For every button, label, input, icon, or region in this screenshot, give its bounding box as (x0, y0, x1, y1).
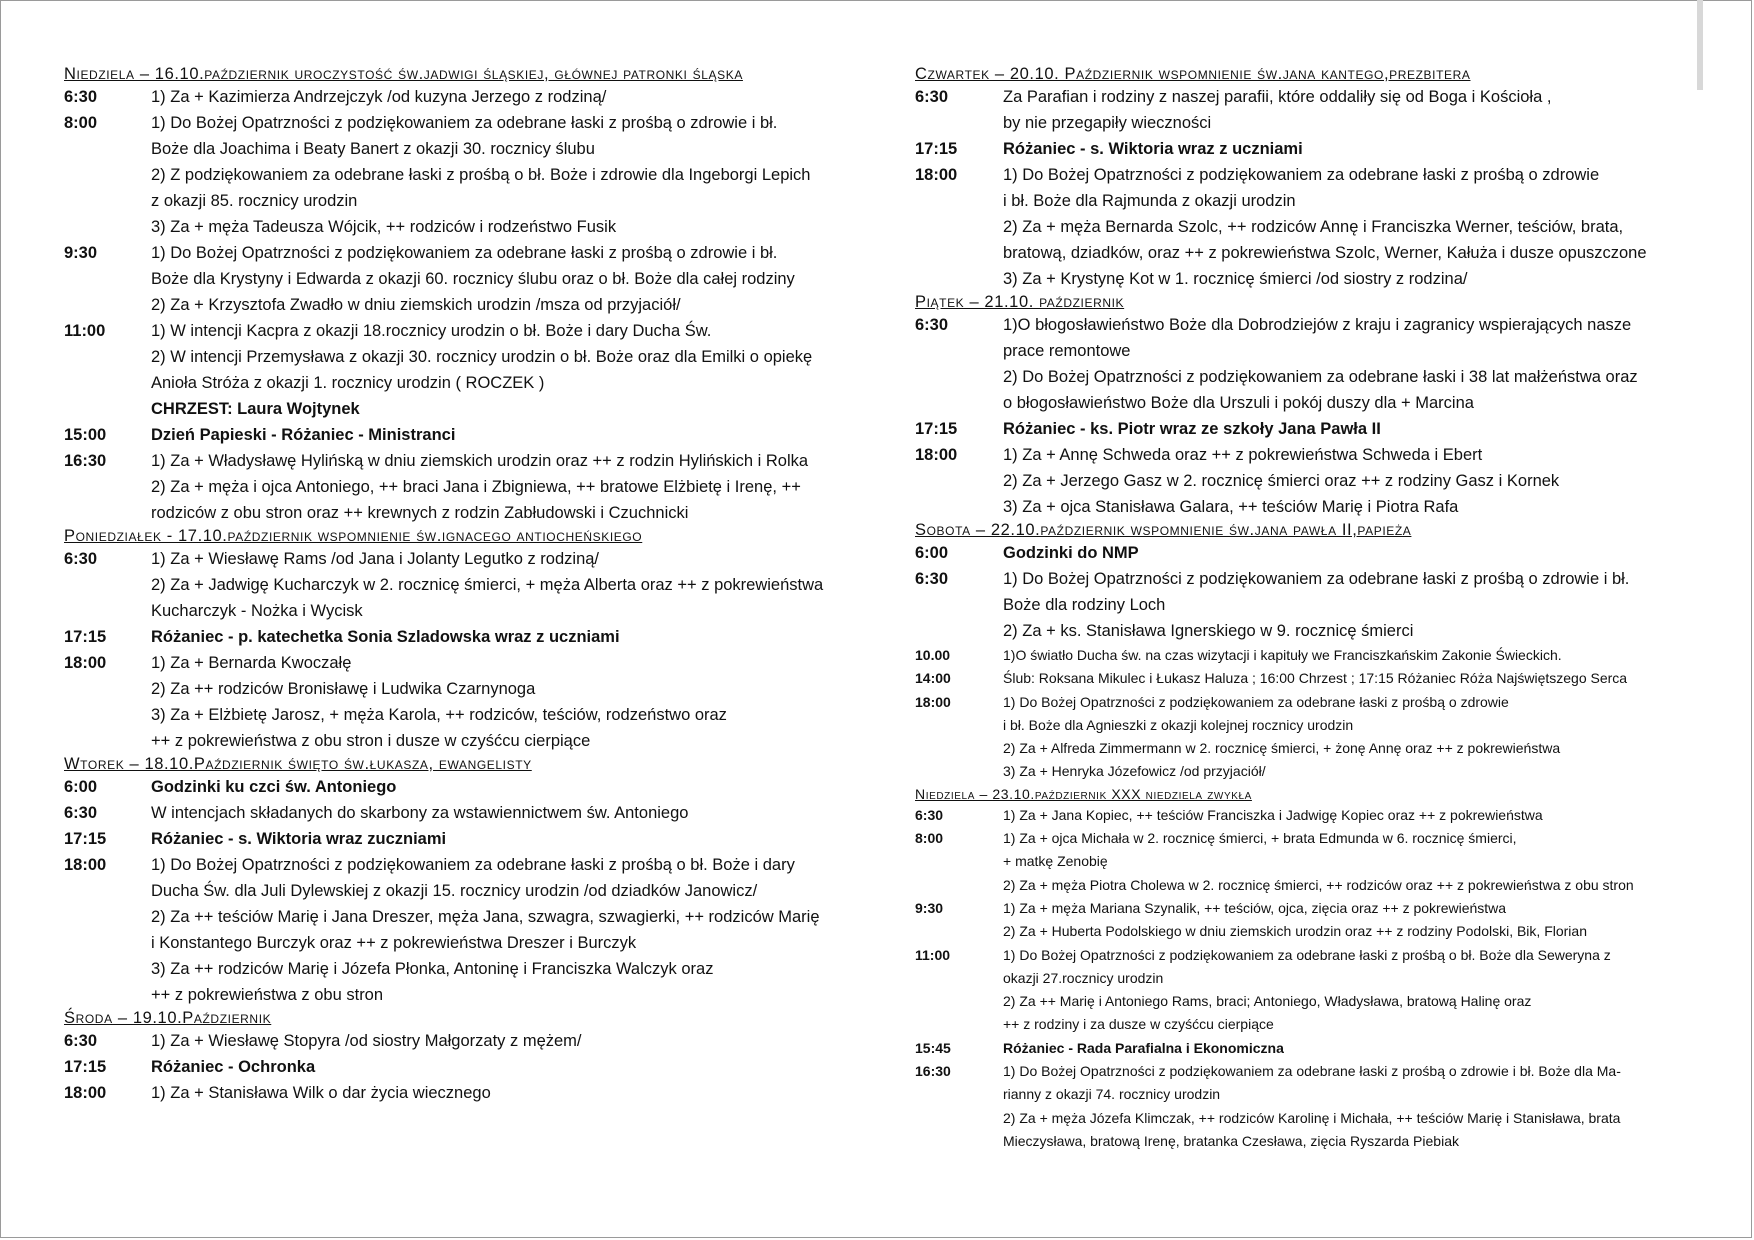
intention-line: ++ z rodziny i za dusze w czyśćcu cierpiące (1003, 1016, 1274, 1033)
mass-entry (64, 1028, 844, 1054)
day-header: Czwartek – 20.10. Październik wspomnienie św.jana kantego,prezbitera (915, 65, 1471, 83)
intention-line: ++ z pokrewieństwa z obu stron (151, 986, 384, 1004)
mass-time: 6:30 (915, 570, 949, 588)
mass-time: 18:00 (915, 446, 958, 464)
intention-line: 1) Za + Wiesławę Rams /od Jana i Jolanty Legutko z rodziną/ (151, 550, 600, 568)
mass-time: 6:30 (64, 1032, 98, 1050)
intention-line: + matkę Zenobię (1003, 853, 1108, 870)
intention-lines (1003, 1060, 1693, 1153)
intention-line: 1) Do Bożej Opatrzności z podziękowaniem za odebrane łaski z prośbą o zdrowie i bł. (1003, 570, 1630, 588)
intention-line: 2) Za + męża i ojca Antoniego, ++ braci Jana i Zbigniewa, ++ bratowe Elżbietę i Irenę, ++ (151, 478, 801, 496)
intention-line: 2) Za + męża Piotra Cholewa w 2. rocznicę śmierci, ++ rodziców oraz ++ z pokrewieństwa z obu stron (1003, 876, 1634, 893)
intention-lines (1003, 136, 1693, 162)
mass-time: 11:00 (64, 322, 106, 340)
intention-line: Kucharczyk - Nożka i Wycisk (151, 602, 363, 620)
mass-entry (64, 826, 844, 852)
intention-line: W intencjach składanych do skarbony za wstawiennictwem św. Antoniego (151, 804, 689, 822)
mass-time: 6:30 (64, 550, 98, 568)
intention-line: 1) Do Bożej Opatrzności z podziękowaniem za odebrane łaski z prośbą o bł. Boże dla Seweryna z (1003, 946, 1611, 963)
mass-time: 6:30 (915, 806, 944, 823)
intention-lines (151, 852, 844, 1008)
mass-entry (915, 1060, 1693, 1153)
intention-lines (151, 422, 844, 448)
intention-lines (1003, 312, 1693, 416)
mass-entry (915, 1037, 1693, 1060)
mass-entry (915, 644, 1693, 667)
intention-line: Różaniec - Rada Parafialna i Ekonomiczna (1003, 1039, 1284, 1056)
intention-line: 1) Do Bożej Opatrzności z podziękowaniem za odebrane łaski z prośbą o zdrowie i bł. (151, 244, 778, 262)
mass-entry (915, 691, 1693, 784)
mass-time: 10.00 (915, 647, 951, 663)
mass-entry (64, 240, 844, 318)
intention-line: rodziców z obu stron oraz ++ krewnych z rodzin Zabłudowski i Czuchnicki (151, 504, 689, 522)
intention-lines (151, 240, 844, 318)
intention-lines (151, 624, 844, 650)
intention-line: 2) Z podziękowaniem za odebrane łaski z prośbą o bł. Boże i zdrowie dla Ingeborgi Lepich (151, 166, 811, 184)
day-header: Środa – 19.10.Październik (64, 1009, 272, 1027)
mass-entry (64, 650, 844, 754)
intention-line: Mieczysława, bratową Irenę, bratanka Czesława, zięcia Ryszarda Piebiak (1003, 1132, 1459, 1149)
intention-lines (1003, 84, 1693, 136)
mass-time: 16:30 (915, 1063, 951, 1080)
intention-line: 3) Za + Elżbietę Jarosz, + męża Karola, ++ rodziców, teściów, rodzeństwo oraz (151, 706, 727, 724)
intention-lines (151, 1028, 844, 1054)
intention-line: 1) Za + Władysławę Hylińską w dniu ziemskich urodzin oraz ++ z rodzin Hylińskich i Rolka (151, 452, 809, 470)
day-header: Wtorek – 18.10.Październik święto św.łukasza, ewangelisty (64, 755, 532, 773)
intention-line: 3) Za + ojca Stanisława Galara, ++ teściów Marię i Piotra Rafa (1003, 498, 1459, 516)
mass-time: 17:15 (64, 1058, 107, 1076)
intention-line: 1) Za + Annę Schweda oraz ++ z pokrewieństwa Schweda i Ebert (1003, 446, 1483, 464)
intention-line: Różaniec - Ochronka (151, 1058, 316, 1076)
intention-line: Różaniec - s. Wiktoria wraz z uczniami (1003, 140, 1303, 158)
mass-time: 6:30 (915, 88, 949, 106)
mass-entry (915, 897, 1693, 944)
intention-line: 1)O światło Ducha św. na czas wizytacji i kapituły we Franciszkańskim Zakonie Świeckich. (1003, 647, 1562, 663)
mass-entry (64, 800, 844, 826)
intention-line: z okazji 85. rocznicy urodzin (151, 192, 358, 210)
mass-entry (915, 566, 1693, 644)
mass-time: 17:15 (915, 140, 958, 158)
intention-line: 2) Za + Jadwigę Kucharczyk w 2. rocznicę śmierci, + męża Alberta oraz ++ z pokrewieństwa (151, 576, 824, 594)
intention-line: o błogosławieństwo Boże dla Urszuli i pokój duszy dla + Marcina (1003, 394, 1474, 412)
day-header: Sobota – 22.10.październik wspomnienie św.jana pawła II,papieża (915, 521, 1412, 539)
mass-entry (915, 312, 1693, 416)
mass-entry (64, 422, 844, 448)
intention-line: 1) Do Bożej Opatrzności z podziękowaniem za odebrane łaski z prośbą o zdrowie (1003, 693, 1509, 710)
mass-entry (915, 136, 1693, 162)
intention-lines (151, 826, 844, 852)
intention-lines (1003, 897, 1693, 944)
intention-lines (151, 546, 844, 624)
mass-entry (915, 162, 1693, 292)
mass-time: 9:30 (915, 899, 944, 916)
mass-entry (64, 852, 844, 1008)
intention-line: 2) Za ++ teściów Marię i Jana Dreszer, męża Jana, szwagra, szwagierki, ++ rodziców Marię (151, 908, 820, 926)
day-header: Niedziela – 16.10.październik uroczystość św.jadwigi śląskiej, głównej patronki śląska (64, 65, 743, 83)
intention-lines (151, 448, 844, 526)
intention-line: 2) Za ++ rodziców Bronisławę i Ludwika Czarnynoga (151, 680, 536, 698)
mass-time: 18:00 (915, 166, 958, 184)
mass-time: 17:15 (915, 420, 958, 438)
intention-lines (151, 1080, 844, 1106)
intention-line: i bł. Boże dla Rajmunda z okazji urodzin (1003, 192, 1296, 210)
intention-line: 3) Za + Krystynę Kot w 1. rocznicę śmierci /od siostry z rodzina/ (1003, 270, 1468, 288)
mass-entry (64, 448, 844, 526)
intention-line: i bł. Boże dla Agnieszki z okazji kolejnej rocznicy urodzin (1003, 716, 1354, 733)
intention-line: Różaniec - p. katechetka Sonia Szladowska wraz z uczniami (151, 628, 620, 646)
intention-lines (1003, 944, 1693, 1037)
intention-lines (151, 1054, 844, 1080)
intention-line: okazji 27.rocznicy urodzin (1003, 969, 1164, 986)
mass-entry (915, 442, 1693, 520)
mass-time: 11:00 (915, 946, 951, 963)
mass-entry (64, 84, 844, 110)
intention-line: 1) Do Bożej Opatrzności z podziękowaniem za odebrane łaski z prośbą o zdrowie i bł. (151, 114, 778, 132)
intention-line: 2) Za + męża Bernarda Szolc, ++ rodziców Annę i Franciszka Werner, teściów, brata, (1003, 218, 1624, 236)
intention-lines (1003, 442, 1693, 520)
intention-line: Godzinki do NMP (1003, 544, 1139, 562)
mass-entry (64, 1080, 844, 1106)
intention-line: 1) Za + Stanisława Wilk o dar życia wiecznego (151, 1084, 491, 1102)
intention-line: 1) Za + Kazimierza Andrzejczyk /od kuzyna Jerzego z rodziną/ (151, 88, 607, 106)
intention-line: 1) Do Bożej Opatrzności z podziękowaniem za odebrane łaski z prośbą o bł. Boże i dary (151, 856, 795, 874)
intention-line: 3) Za + męża Tadeusza Wójcik, ++ rodziców i rodzeństwo Fusik (151, 218, 617, 236)
intention-lines (1003, 416, 1693, 442)
right-column-main (915, 64, 1693, 644)
intention-line: ++ z pokrewieństwa z obu stron i dusze w czyśćcu cierpiące (151, 732, 591, 750)
intention-line: Ślub: Roksana Mikulec i Łukasz Haluza ; 16:00 Chrzest ; 17:15 Różaniec Róża Najświętszego Serca (1003, 670, 1628, 687)
intention-line: 2) Za ++ Marię i Antoniego Rams, braci; Antoniego, Władysława, bratową Halinę oraz (1003, 993, 1532, 1010)
intention-lines (151, 800, 844, 826)
intention-line: prace remontowe (1003, 342, 1131, 360)
intention-line: 1) Do Bożej Opatrzności z podziękowaniem za odebrane łaski z prośbą o zdrowie i bł. Boże dla Ma- (1003, 1063, 1621, 1080)
intention-line: rianny z okazji 74. rocznicy urodzin (1003, 1086, 1221, 1103)
intention-lines (1003, 691, 1693, 784)
mass-entry (915, 944, 1693, 1037)
intention-line: 1) Za + męża Mariana Szynalik, ++ teściów, ojca, zięcia oraz ++ z pokrewieństwa (1003, 899, 1507, 916)
intention-line: 1) Za + Jana Kopiec, ++ teściów Franciszka i Jadwigę Kopiec oraz ++ z pokrewieństwa (1003, 806, 1543, 823)
intention-line: 1)O błogosławieństwo Boże dla Dobrodziejów z kraju i zagranicy wspierających nasze (1003, 316, 1632, 334)
intention-line: i Konstantego Burczyk oraz ++ z pokrewieństwa Dreszer i Burczyk (151, 934, 637, 952)
intention-line: Boże dla Joachima i Beaty Banert z okazji 30. rocznicy ślubu (151, 140, 595, 158)
intention-line: 1) Za + Wiesławę Stopyra /od siostry Małgorzaty z mężem/ (151, 1032, 582, 1050)
scrollbar-mark (1697, 0, 1703, 90)
mass-entry (64, 318, 844, 422)
mass-time: 17:15 (64, 628, 107, 646)
intention-lines (1003, 162, 1693, 292)
mass-time: 6:30 (915, 316, 949, 334)
intention-line: Różaniec - s. Wiktoria wraz zuczniami (151, 830, 447, 848)
right-column-small (915, 644, 1693, 1153)
mass-time: 15:00 (64, 426, 107, 444)
mass-time: 15:45 (915, 1039, 951, 1056)
mass-entry (915, 827, 1693, 897)
intention-line: 2) Za + Alfreda Zimmermann w 2. rocznicę śmierci, + żonę Annę oraz ++ z pokrewieństwa (1003, 740, 1561, 757)
intention-line: Różaniec - ks. Piotr wraz ze szkoły Jana Pawła II (1003, 420, 1381, 438)
mass-entry (915, 540, 1693, 566)
left-column (64, 64, 844, 1106)
day-header: Poniedziałek - 17.10.październik wspomnienie św.ignacego antiocheńskiego (64, 527, 643, 545)
intention-lines (1003, 667, 1693, 690)
intention-lines (151, 318, 844, 422)
mass-entry (64, 1054, 844, 1080)
intention-lines (1003, 644, 1693, 667)
intention-line: 1) Do Bożej Opatrzności z podziękowaniem za odebrane łaski z prośbą o zdrowie (1003, 166, 1600, 184)
mass-entry (915, 667, 1693, 690)
day-header: Piątek – 21.10. październik (915, 293, 1125, 311)
intention-line: Boże dla Krystyny i Edwarda z okazji 60. rocznicy ślubu oraz o bł. Boże dla całej rodziny (151, 270, 795, 288)
intention-line: Dzień Papieski - Różaniec - Ministranci (151, 426, 456, 444)
intention-lines (1003, 1037, 1693, 1060)
intention-lines (1003, 804, 1693, 827)
mass-time: 6:30 (64, 804, 98, 822)
mass-time: 8:00 (64, 114, 98, 132)
intention-line: Anioła Stróża z okazji 1. rocznicy urodzin ( ROCZEK ) (151, 374, 545, 392)
intention-line: bratową, dziadków, oraz ++ z pokrewieństwa Szolc, Werner, Kałuża i dusze opuszczone (1003, 244, 1647, 262)
intention-line: 1) Za + ojca Michała w 2. rocznicę śmierci, + brata Edmunda w 6. rocznicę śmierci, (1003, 830, 1517, 847)
intention-line: Godzinki ku czci św. Antoniego (151, 778, 397, 796)
right-column (915, 64, 1693, 1153)
mass-entry (915, 804, 1693, 827)
intention-line: 2) W intencji Przemysława z okazji 30. rocznicy urodzin o bł. Boże oraz dla Emilki o opiekę (151, 348, 813, 366)
intention-line: 3) Za + Henryka Józefowicz /od przyjaciół/ (1003, 763, 1266, 780)
intention-line: 2) Za + Huberta Podolskiego w dniu ziemskich urodzin oraz ++ z rodziny Podolski, Bik, Florian (1003, 923, 1587, 940)
intention-line: CHRZEST: Laura Wojtynek (151, 400, 360, 418)
intention-lines (151, 650, 844, 754)
mass-entry (64, 624, 844, 650)
mass-time: 18:00 (64, 856, 107, 874)
intention-lines (1003, 827, 1693, 897)
mass-time: 16:30 (64, 452, 107, 470)
intention-lines (1003, 540, 1693, 566)
mass-time: 14:00 (915, 670, 951, 687)
mass-time: 17:15 (64, 830, 107, 848)
mass-time: 18:00 (915, 693, 951, 710)
intention-line: 3) Za ++ rodziców Marię i Józefa Płonka, Antoninę i Franciszka Walczyk oraz (151, 960, 714, 978)
intention-line: by nie przegapiły wieczności (1003, 114, 1212, 132)
intention-line: 2) Za + Krzysztofa Zwadło w dniu ziemskich urodzin /msza od przyjaciół/ (151, 296, 681, 314)
intention-lines (151, 84, 844, 110)
mass-time: 9:30 (64, 244, 98, 262)
intention-lines (151, 110, 844, 240)
mass-time: 18:00 (64, 1084, 107, 1102)
mass-time: 8:00 (915, 830, 944, 847)
mass-entry (64, 774, 844, 800)
intention-line: Boże dla rodziny Loch (1003, 596, 1166, 614)
day-header: Niedziela – 23.10.październik XXX niedziela zwykła (915, 785, 1252, 802)
mass-entry (915, 84, 1693, 136)
intention-lines (1003, 566, 1693, 644)
intention-line: 2) Za + ks. Stanisława Ignerskiego w 9. rocznicę śmierci (1003, 622, 1414, 640)
intention-line: Za Parafian i rodziny z naszej parafii, które oddaliły się od Boga i Kościoła , (1003, 88, 1552, 106)
intention-line: 2) Do Bożej Opatrzności z podziękowaniem za odebrane łaski i 38 lat małżeństwa oraz (1003, 368, 1638, 386)
intention-line: 1) Za + Bernarda Kwoczałę (151, 654, 352, 672)
mass-entry (64, 546, 844, 624)
mass-time: 6:30 (64, 88, 98, 106)
intention-line: 2) Za + Jerzego Gasz w 2. rocznicę śmierci oraz ++ z rodziny Gasz i Kornek (1003, 472, 1560, 490)
intention-line: 1) W intencji Kacpra z okazji 18.rocznicy urodzin o bł. Boże i dary Ducha Św. (151, 322, 712, 340)
mass-time: 6:00 (915, 544, 949, 562)
intention-line: Ducha Św. dla Juli Dylewskiej z okazji 15. rocznicy urodzin /od dziadków Janowicz/ (151, 882, 758, 900)
mass-entry (915, 416, 1693, 442)
mass-time: 6:00 (64, 778, 98, 796)
mass-entry (64, 110, 844, 240)
intention-lines (151, 774, 844, 800)
intention-line: 2) Za + męża Józefa Klimczak, ++ rodziców Karolinę i Michała, ++ teściów Marię i Stanisława, brata (1003, 1109, 1621, 1126)
mass-time: 18:00 (64, 654, 107, 672)
